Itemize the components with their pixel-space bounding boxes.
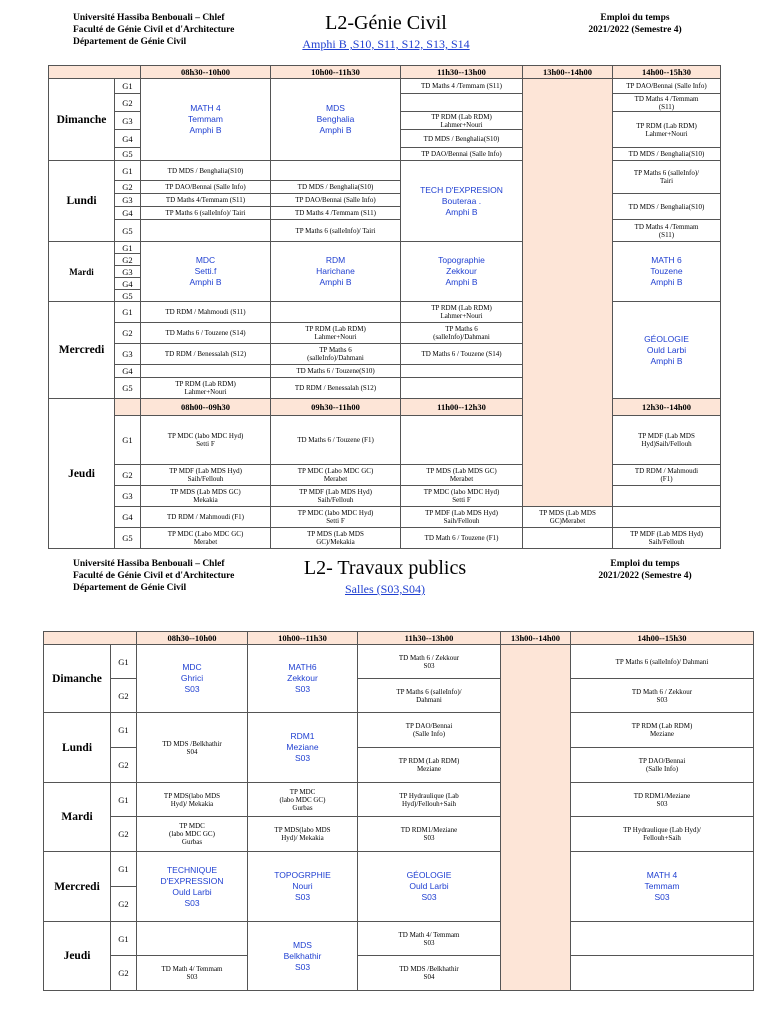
slot-header: 09h30--11h00 [271, 399, 401, 416]
timetable-travaux-publics [43, 631, 754, 991]
group-label: G3 [115, 486, 141, 507]
session-cell: TP RDM (Lab RDM) Lahmer+Nouri [613, 112, 721, 148]
session-cell: TD Math 6 / Touzene (F1) [401, 528, 523, 549]
empty-cell [141, 220, 271, 242]
session-cell: TP DAO/Bennai (Salle Info) [571, 748, 754, 783]
slot-header: 14h00--15h30 [613, 66, 721, 79]
group-label: G4 [115, 507, 141, 528]
course-cell: MATH6 Zekkour S03 [248, 645, 358, 713]
session-cell: TP MDF (Lab MDS Hyd) Saih/Fellouh [141, 465, 271, 486]
session-cell: TP Maths 6 (salleInfo)/Dahmani [401, 323, 523, 344]
session-cell: TD Maths 6 / Touzene (S14) [401, 344, 523, 365]
day-label: Lundi [49, 161, 115, 242]
slot-header: 10h00--11h30 [271, 66, 401, 79]
slot-header: 10h00--11h30 [248, 632, 358, 645]
schedule-title-2: L2- Travaux publics [303, 557, 467, 579]
group-label: G5 [115, 290, 141, 302]
session-cell: TD Math 4/ Temmam S03 [358, 922, 501, 956]
session-cell: TP MDC (labo MDC GC) Gurbas [248, 783, 358, 817]
session-cell: TP DAO/Bennai (Salle Info) [141, 181, 271, 194]
course-cell: MATH 4 Temmam Amphi B [141, 79, 271, 161]
header-corner [115, 399, 141, 416]
day-label: Mardi [44, 783, 111, 852]
session-cell: TD RDM / Mahmoudi (S11) [141, 302, 271, 323]
session-cell: TP RDM (Lab RDM) Lahmer+Nouri [401, 302, 523, 323]
session-cell: TP Hydraulique (Lab Hyd)/ Fellouh+Saih [571, 817, 754, 852]
session-cell: TD Math 4/ Temmam S03 [137, 956, 248, 991]
session-cell: TP MDF (Lab MDS Hyd)Saih/Fellouh [613, 416, 721, 465]
schedule-subtitle-1: Amphi B ,S10, S11, S12, S13, S14 [302, 37, 470, 51]
group-label: G5 [115, 148, 141, 161]
session-cell: TP Maths 6 (salleInfo)/Dahmani [271, 344, 401, 365]
group-label: G2 [115, 94, 141, 112]
day-label: Jeudi [49, 399, 115, 549]
group-label: G1 [115, 79, 141, 94]
slot-header: 11h00--12h30 [401, 399, 523, 416]
session-cell: TD RDM / Mahmoudi (F1) [613, 465, 721, 486]
empty-cell [271, 302, 401, 323]
day-label: Mercredi [49, 302, 115, 399]
group-label: G1 [115, 416, 141, 465]
header-corner [44, 632, 137, 645]
slot-header: 08h00--09h30 [141, 399, 271, 416]
session-cell: TD Maths 6 / Touzene (S14) [141, 323, 271, 344]
slot-header: 14h00--15h30 [571, 632, 754, 645]
session-cell: TD Maths 4 /Temmam (S11) [401, 79, 523, 94]
group-label: G4 [115, 365, 141, 378]
session-cell: TP RDM (Lab RDM) Meziane [571, 713, 754, 748]
session-cell: TD MDS / Benghalia(S10) [401, 130, 523, 148]
session-cell: TD Maths 6 / Touzene (F1) [271, 416, 401, 465]
group-label: G5 [115, 220, 141, 242]
empty-cell [571, 956, 754, 991]
schedule-period-1 [560, 12, 710, 36]
course-cell: RDM1 Meziane S03 [248, 713, 358, 783]
session-cell: TP MDC (labo MDC GC) Gurbas [137, 817, 248, 852]
session-cell: TD MDS / Benghalia(S10) [141, 161, 271, 181]
schedule-subtitle-2: Salles (S03,S04) [344, 582, 425, 596]
day-label: Mardi [49, 242, 115, 302]
group-label: G2 [115, 323, 141, 344]
empty-cell [571, 922, 754, 956]
header-corner [49, 66, 141, 79]
empty-cell [523, 528, 613, 549]
session-cell: TD MDS /Belkhathir S04 [358, 956, 501, 991]
session-cell: TP Maths 6 (salleInfo)/ Tairi [613, 161, 721, 194]
session-cell: TD Maths 4/Temmam (S11) [141, 194, 271, 207]
empty-cell [141, 365, 271, 378]
group-label: G2 [111, 887, 137, 922]
day-label: Dimanche [44, 645, 111, 713]
empty-cell [271, 161, 401, 181]
session-cell: TP DAO/Bennai (Salle Info) [401, 148, 523, 161]
session-cell: TD RDM / Benessalah (S12) [141, 344, 271, 365]
group-label: G1 [111, 852, 137, 887]
course-cell: GÉOLOGIE Ould Larbi Amphi B [613, 302, 721, 399]
session-cell: TP MDS(labo MDS Hyd)/ Mekakia [137, 783, 248, 817]
slot-header: 08h30--10h00 [137, 632, 248, 645]
group-label: G3 [115, 194, 141, 207]
session-cell: TD Math 6 / Zekkour S03 [358, 645, 501, 679]
timetable-genie-civil [48, 65, 721, 549]
group-label: G1 [115, 242, 141, 254]
session-cell: TP Maths 6 (salleInfo)/ Tairi [141, 207, 271, 220]
day-label: Jeudi [44, 922, 111, 991]
schedule-label: Emploi du temps [610, 559, 680, 569]
empty-cell [613, 486, 721, 507]
slot-header: 11h30--13h00 [401, 66, 523, 79]
group-label: G3 [115, 266, 141, 278]
slot-header: 08h30--10h00 [141, 66, 271, 79]
session-cell: TP Hydraulique (Lab Hyd)/Fellouh+Saih [358, 783, 501, 817]
session-cell: TD Maths 4 /Temmam (S11) [613, 94, 721, 112]
lunch-break-column [501, 645, 571, 991]
university-name: Université Hassiba Benbouali – Chlef [73, 13, 225, 23]
group-label: G2 [111, 817, 137, 852]
group-label: G2 [115, 254, 141, 266]
slot-header: 11h30--13h00 [358, 632, 501, 645]
course-cell: Topographie Zekkour Amphi B [401, 242, 523, 302]
empty-cell [401, 94, 523, 112]
session-cell: TP MDF (Lab MDS Hyd) Saih/Fellouh [271, 486, 401, 507]
session-cell: TD MDS / Benghalia(S10) [613, 148, 721, 161]
course-cell: MDS Belkhathir S03 [248, 922, 358, 991]
group-label: G3 [115, 344, 141, 365]
group-label: G1 [115, 161, 141, 181]
schedule-period-2 [570, 558, 720, 582]
course-cell: MDC Setti.f Amphi B [141, 242, 271, 302]
session-cell: TP DAO/Bennai (Salle Info) [613, 79, 721, 94]
empty-cell [613, 507, 721, 528]
session-cell: TD MDS /Belkhathir S04 [137, 713, 248, 783]
group-label: G2 [115, 181, 141, 194]
session-cell: TD Math 6 / Zekkour S03 [571, 679, 754, 713]
course-cell: TOPOGRPHIE Nouri S03 [248, 852, 358, 922]
session-cell: TP MDC (labo MDC Hyd) Setti F [141, 416, 271, 465]
day-label: Lundi [44, 713, 111, 783]
session-cell: TP Maths 6 (salleInfo)/ Dahmani [358, 679, 501, 713]
university-header-1 [73, 12, 234, 48]
slot-header: 12h30--14h00 [613, 399, 721, 416]
session-cell: TD Maths 4 /Temmam (S11) [271, 207, 401, 220]
day-label: Mercredi [44, 852, 111, 922]
group-label: G1 [111, 713, 137, 748]
session-cell: TD MDS / Benghalia(S10) [613, 194, 721, 220]
schedule-title-1: L2-Génie Civil [325, 12, 447, 34]
session-cell: TP MDC (labo MDC Hyd) Setti F [401, 486, 523, 507]
group-label: G1 [115, 302, 141, 323]
group-label: G5 [115, 528, 141, 549]
university-header-2 [73, 558, 234, 594]
course-cell: RDM Harichane Amphi B [271, 242, 401, 302]
session-cell: TP MDC (Labo MDC GC) Merabet [141, 528, 271, 549]
session-cell: TP RDM (Lab RDM) Lahmer+Nouri [401, 112, 523, 130]
empty-cell [401, 365, 523, 378]
session-cell: TD RDM / Mahmoudi (F1) [141, 507, 271, 528]
group-label: G5 [115, 378, 141, 399]
empty-cell [401, 416, 523, 465]
course-cell: MDC Ghrici S03 [137, 645, 248, 713]
slot-header: 13h00--14h00 [501, 632, 571, 645]
university-name: Université Hassiba Benbouali – Chlef [73, 559, 225, 569]
course-cell: TECHNIQUE D'EXPRESSION Ould Larbi S03 [137, 852, 248, 922]
session-cell: TD MDS / Benghalia(S10) [271, 181, 401, 194]
session-cell: TD Maths 4 /Temmam (S11) [613, 220, 721, 242]
session-cell: TP Maths 6 (salleInfo)/ Dahmani [571, 645, 754, 679]
schedule-label: Emploi du temps [600, 13, 670, 23]
session-cell: TP DAO/Bennai (Salle Info) [358, 713, 501, 748]
session-cell: TP RDM (Lab RDM) Lahmer+Nouri [141, 378, 271, 399]
session-cell: TP RDM (Lab RDM) Lahmer+Nouri [271, 323, 401, 344]
faculty-name: Faculté de Génie Civil et d'Architecture [73, 25, 235, 35]
slot-header: 13h00--14h00 [523, 66, 613, 79]
group-label: G2 [115, 465, 141, 486]
day-label: Dimanche [49, 79, 115, 161]
academic-year: 2021/2022 (Semestre 4) [598, 571, 692, 581]
group-label: G1 [111, 922, 137, 956]
empty-cell [401, 378, 523, 399]
session-cell: TP MDF (Lab MDS Hyd) Saih/Fellouh [613, 528, 721, 549]
session-cell: TD RDM / Benessalah (S12) [271, 378, 401, 399]
course-cell: TECH D'EXPRESION Bouteraa . Amphi B [401, 161, 523, 242]
session-cell: TP RDM (Lab RDM) Meziane [358, 748, 501, 783]
group-label: G3 [115, 112, 141, 130]
session-cell: TP MDS (Lab MDS GC) Mekakia [141, 486, 271, 507]
session-cell: TP Maths 6 (salleInfo)/ Tairi [271, 220, 401, 242]
session-cell: TD Maths 6 / Touzene(S10) [271, 365, 401, 378]
faculty-name: Faculté de Génie Civil et d'Architecture [73, 571, 235, 581]
department-name: Département de Génie Civil [73, 37, 187, 47]
session-cell: TP MDF (Lab MDS Hyd) Saih/Fellouh [401, 507, 523, 528]
group-label: G4 [115, 130, 141, 148]
group-label: G2 [111, 679, 137, 713]
group-label: G4 [115, 278, 141, 290]
session-cell: TP MDS (Lab MDS GC)Merabet [523, 507, 613, 528]
group-label: G4 [115, 207, 141, 220]
course-cell: MATH 6 Touzene Amphi B [613, 242, 721, 302]
session-cell: TP MDC (Labo MDC GC) Merabet [271, 465, 401, 486]
lunch-break-column [523, 79, 613, 507]
group-label: G2 [111, 748, 137, 783]
empty-cell [137, 922, 248, 956]
session-cell: TD RDM1/Meziane S03 [571, 783, 754, 817]
group-label: G2 [111, 956, 137, 991]
session-cell: TP MDS (Lab MDS GC) Merabet [401, 465, 523, 486]
session-cell: TD RDM1/Meziane S03 [358, 817, 501, 852]
session-cell: TP MDS (Lab MDS GC)/Mekakia [271, 528, 401, 549]
session-cell: TP MDS(labo MDS Hyd)/ Mekakia [248, 817, 358, 852]
department-name: Département de Génie Civil [73, 583, 187, 593]
group-label: G1 [111, 645, 137, 679]
session-cell: TP MDC (labo MDC Hyd) Setti F [271, 507, 401, 528]
group-label: G1 [111, 783, 137, 817]
course-cell: MATH 4 Temmam S03 [571, 852, 754, 922]
course-cell: MDS Benghalia Amphi B [271, 79, 401, 161]
academic-year: 2021/2022 (Semestre 4) [588, 25, 682, 35]
session-cell: TP DAO/Bennai (Salle Info) [271, 194, 401, 207]
course-cell: GÉOLOGIE Ould Larbi S03 [358, 852, 501, 922]
